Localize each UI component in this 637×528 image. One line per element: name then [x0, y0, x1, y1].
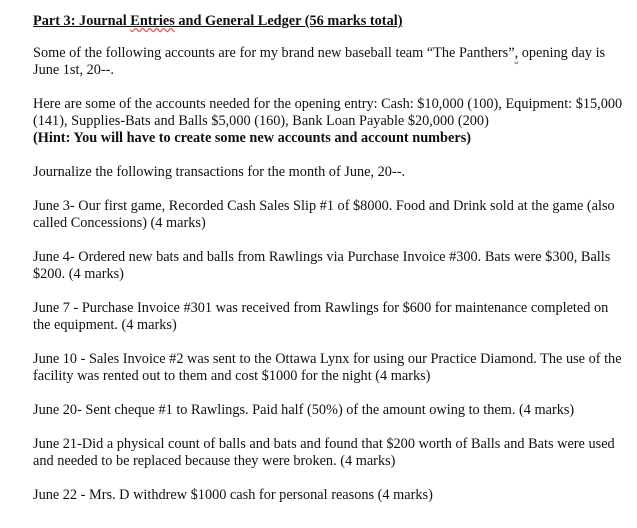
journalize-instruction: Journalize the following transactions for the month of June, 20--. — [33, 164, 406, 180]
section-heading — [33, 13, 623, 30]
hint-text: (Hint: You will have to create some new accounts and account numbers) — [33, 130, 472, 146]
document-body — [33, 13, 623, 521]
transaction-june-22: June 22 - Mrs. D withdrew $1000 cash for personal reasons (4 marks) — [33, 487, 433, 503]
accounts-text: Here are some of the accounts needed for the opening entry: Cash: $10,000 (100), Equipment: $15,000 (141), Supplies-Bats and Balls $5,000 (160), Bank Loan Payable $20,000 (200) — [33, 96, 623, 129]
transaction-june-7: June 7 - Purchase Invoice #301 was received from Rawlings for $600 for maintenance completed on the equipment. (4 marks) — [33, 300, 609, 333]
intro-text-start: Some of the following accounts are for my brand new baseball team “The Panthers” — [33, 45, 515, 61]
heading-spellcheck-word: Entries — [130, 13, 175, 29]
intro-text-end: opening day is June 1st, 20--. — [33, 45, 606, 78]
intro-paragraph — [33, 45, 623, 79]
intro-spellcheck-mark: , — [514, 45, 519, 61]
transaction-june-3: June 3- Our first game, Recorded Cash Sales Slip #1 of $8000. Food and Drink sold at the game (also called Concessions) (4 marks) — [33, 198, 615, 231]
heading-text-end: and General Ledger (56 marks total) — [174, 13, 403, 29]
transaction-june-20: June 20- Sent cheque #1 to Rawlings. Paid half (50%) of the amount owing to them. (4 marks) — [33, 402, 575, 418]
transaction-june-10: June 10 - Sales Invoice #2 was sent to the Ottawa Lynx for using our Practice Diamond. The use of the facility was rented out to them and cost $1000 for the night (4 marks) — [33, 351, 622, 384]
heading-text-start: Part 3: Journal — [33, 13, 131, 29]
accounts-paragraph — [33, 96, 623, 147]
transaction-june-4: June 4- Ordered new bats and balls from Rawlings via Purchase Invoice #300. Bats were $300, Balls $200. (4 marks) — [33, 249, 611, 282]
transaction-june-21: June 21-Did a physical count of balls and bats and found that $200 worth of Balls and Bats were used and needed to be replaced because they were broken. (4 marks) — [33, 436, 615, 469]
